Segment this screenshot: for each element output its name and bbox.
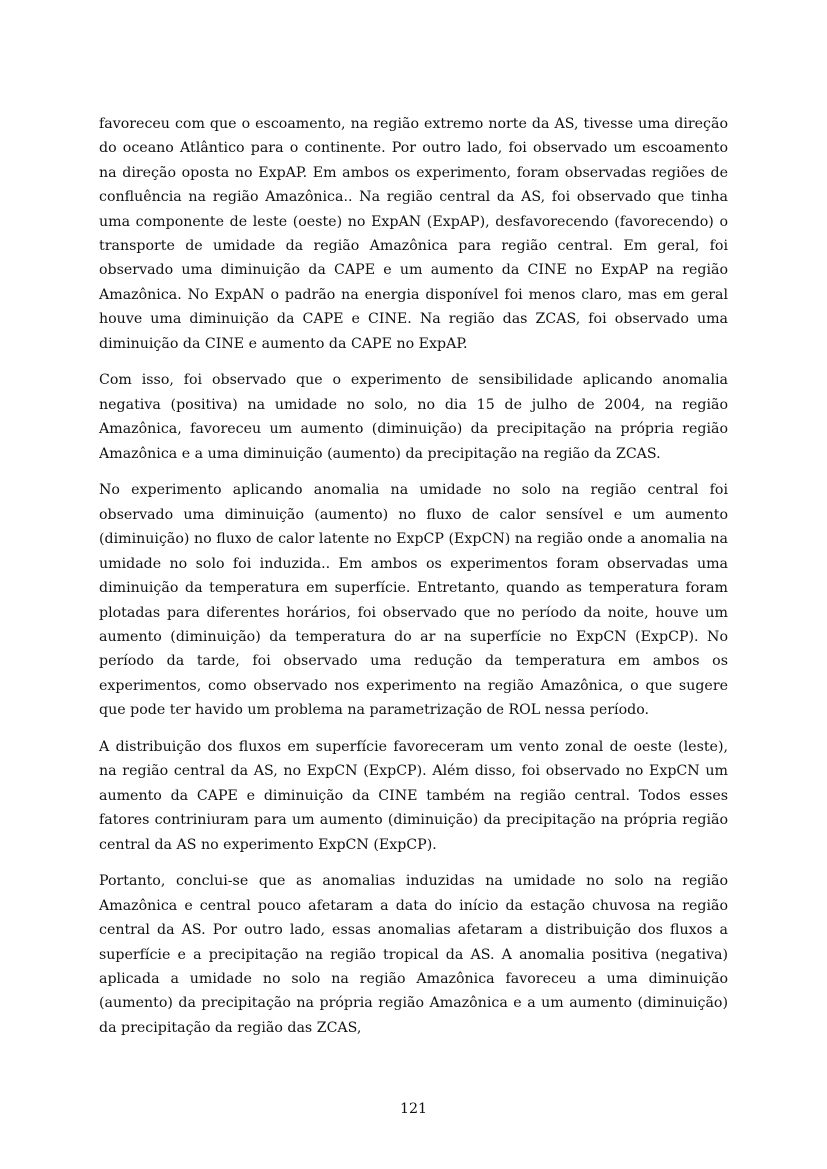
paragraph-4: A distribuição dos fluxos em superfície favoreceram um vento zonal de oeste (leste), na região central da AS, no ExpCN (ExpCP). Além disso, foi observado no ExpCN um aumento da CAPE e diminuição da CINE também na região central. Todos esses fatores contriniuram para um aumento (diminuição) da precipitação na própria região central da AS no experimento ExpCN (ExpCP). <box>99 738 728 853</box>
body-text <box>99 112 728 1053</box>
paragraph-5: Portanto, conclui-se que as anomalias induzidas na umidade no solo na região Amazônica e central pouco afetaram a data do início da estação chuvosa na região central da AS. Por outro lado, essas anomalias afetaram a distribuição dos fluxos a superfície e a precipitação na região tropical da AS. A anomalia positiva (negativa) aplicada a umidade no solo na região Amazônica favoreceu a uma diminuição (aumento) da precipitação na própria região Amazônica e a um aumento (diminuição) da precipitação da região das ZCAS, <box>99 873 728 1036</box>
paragraph-1: favoreceu com que o escoamento, na região extremo norte da AS, tivesse uma direção do oceano Atlântico para o continente. Por outro lado, foi observado um escoamento na direção oposta no ExpAP. Em ambos os experimento, foram observadas regiões de confluência na região Amazônica.. Na região central da AS, foi observado que tinha uma componente de leste (oeste) no ExpAN (ExpAP), desfavorecendo (favorecendo) o transporte de umidade da região Amazônica para região central. Em geral, foi observado uma diminuição da CAPE e um aumento da CINE no ExpAP na região Amazônica. No ExpAN o padrão na energia disponível foi menos claro, mas em geral houve uma diminuição da CAPE e CINE. Na região das ZCAS, foi observado uma diminuição da CINE e aumento da CAPE no ExpAP. <box>99 116 728 352</box>
paragraph-2: Com isso, foi observado que o experimento de sensibilidade aplicando anomalia negativa (positiva) na umidade no solo, no dia 15 de julho de 2004, na região Amazônica, favoreceu um aumento (diminuição) da precipitação na própria região Amazônica e a uma diminuição (aumento) da precipitação na região da ZCAS. <box>99 372 728 462</box>
paragraph-3: No experimento aplicando anomalia na umidade no solo na região central foi observado uma diminuição (aumento) no fluxo de calor sensível e um aumento (diminuição) no fluxo de calor latente no ExpCP (ExpCN) na região onde a anomalia na umidade no solo foi induzida.. Em ambos os experimentos foram observadas uma diminuição da temperatura em superfície. Entretanto, quando as temperatura foram plotadas para diferentes horários, foi observado que no período da noite, houve um aumento (diminuição) da temperatura do ar na superfície no ExpCN (ExpCP). No período da tarde, foi observado uma redução da temperatura em ambos os experimentos, como observado nos experimento na região Amazônica, o que sugere que pode ter havido um problema na parametrização de ROL nessa período. <box>99 482 728 719</box>
page-number: 121 <box>399 1101 428 1117</box>
